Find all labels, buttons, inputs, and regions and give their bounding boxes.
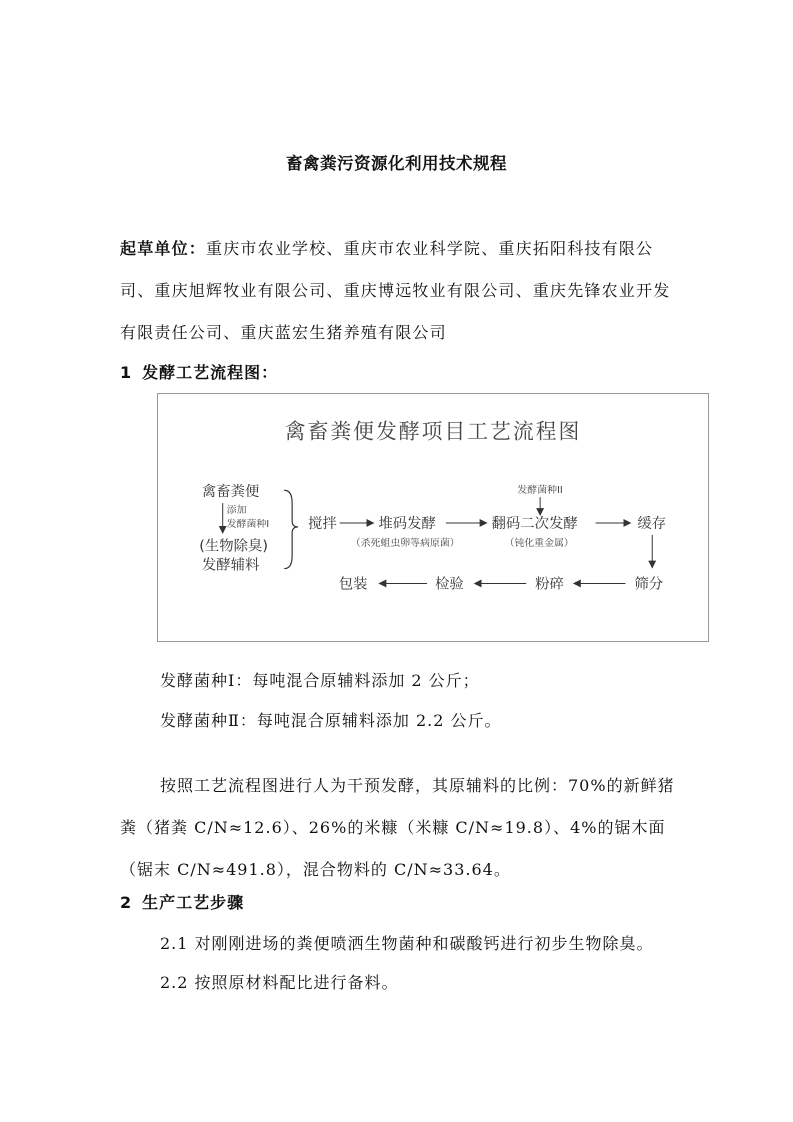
drafting-label: 起草单位： xyxy=(120,239,207,258)
flow-step-sieve: 筛分 xyxy=(634,576,664,593)
flowchart-svg xyxy=(158,394,708,641)
section1-title: 发酵工艺流程图： xyxy=(142,363,279,382)
section1-heading xyxy=(120,360,278,383)
section2-heading xyxy=(120,890,244,913)
flow-deodor-label: (生物除臭) xyxy=(199,538,268,555)
flow-turn-note: （钝化重金属） xyxy=(504,537,574,549)
flow-step-pile: 堆码发酵 xyxy=(378,515,436,532)
flow-aux-label: 发酵辅料 xyxy=(201,557,260,574)
flow-input-manure: 禽畜粪便 xyxy=(201,484,260,501)
flow-step-turn: 翻码二次发酵 xyxy=(491,515,578,532)
flow-step-inspect: 检验 xyxy=(434,576,464,593)
section2-title: 生产工艺步骤 xyxy=(142,893,245,912)
flow-brace xyxy=(284,490,298,568)
flow-step-mix: 搅拌 xyxy=(308,515,337,532)
page-title: 畜禽粪污资源化利用技术规程 xyxy=(286,154,507,173)
flow-strain1-label: 发酵菌种I xyxy=(226,518,270,530)
drafting-units xyxy=(120,228,680,354)
flow-add-label: 添加 xyxy=(226,505,247,517)
note-strain2: 发酵菌种Ⅱ：每吨混合原辅料添加 2.2 公斤。 xyxy=(160,711,502,730)
flow-step-pack: 包装 xyxy=(338,576,368,593)
step-2-2: 2.2 按照原材料配比进行备料。 xyxy=(160,973,399,992)
process-flowchart xyxy=(157,393,709,642)
step-2-1: 2.1 对刚刚进场的粪便喷洒生物菌种和碳酸钙进行初步生物除臭。 xyxy=(160,934,654,953)
flow-strain2-label: 发酵菌种II xyxy=(517,485,563,497)
note-strain1: 发酵菌种Ⅰ：每吨混合原辅料添加 2 公斤； xyxy=(160,671,480,690)
flow-step-buffer: 缓存 xyxy=(637,515,667,532)
section1-number: 1 xyxy=(120,363,133,382)
ratio-paragraph: 按照工艺流程图进行人为干预发酵，其原辅料的比例：70%的新鲜猪粪（猪粪 C/N≈12.6）、26%的米糠（米糠 C/N≈19.8）、4%的锯木面（锯末 C/N≈491.8），混合物料的 C/N≈33.64。 xyxy=(120,776,675,879)
section2-number: 2 xyxy=(120,893,133,912)
drafting-units-text: 重庆市农业学校、重庆市农业科学院、重庆拓阳科技有限公司、重庆旭辉牧业有限公司、重庆博远牧业有限公司、重庆先锋农业开发有限责任公司、重庆蓝宏生猪养殖有限公司 xyxy=(120,239,671,342)
flow-step-crush: 粉碎 xyxy=(535,576,564,593)
flowchart-title: 禽畜粪便发酵项目工艺流程图 xyxy=(284,419,582,444)
flow-pile-note: （杀死蛆虫卵等病原菌） xyxy=(350,537,460,549)
